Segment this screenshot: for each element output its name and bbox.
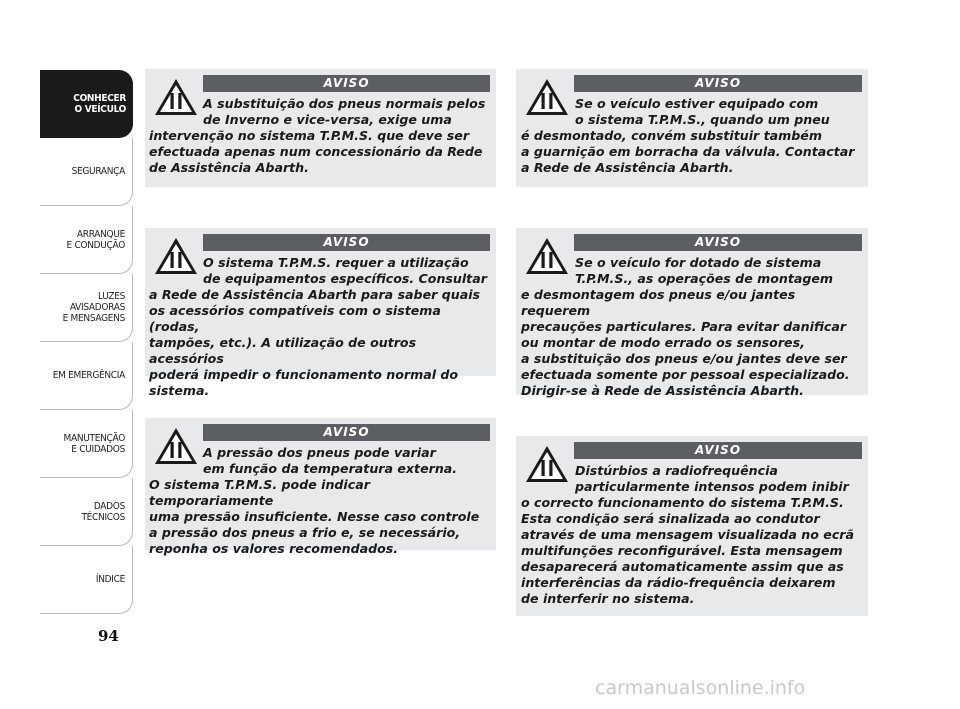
tab-dados-tecnicos[interactable]: DADOS TÉCNICOS bbox=[40, 478, 133, 546]
warning-text-line: interferências da rádio-frequência deixarem bbox=[521, 575, 836, 590]
warning-text-line: de Inverno e vice-versa, exige uma bbox=[203, 112, 452, 127]
warning-text-line: particularmente intensos podem inibir bbox=[575, 479, 849, 494]
warning-text-line: Se o veículo estiver equipado com bbox=[575, 96, 819, 111]
warning-text-line: sistema. bbox=[149, 383, 210, 398]
warning-text-line: Dirigir-se à Rede de Assistência Abarth. bbox=[521, 383, 804, 398]
warning-text-line: intervenção no sistema T.P.M.S. que deve ser bbox=[149, 128, 470, 143]
warning-text-line: a substituição dos pneus e/ou jantes deve ser bbox=[521, 351, 847, 366]
warning-box bbox=[516, 228, 868, 398]
warning-text-line: uma pressão insuficiente. Nesse caso controle bbox=[149, 509, 480, 524]
warning-box bbox=[145, 228, 496, 398]
warning-box bbox=[516, 69, 868, 187]
warning-text-line: é desmontado, convém substituir também bbox=[521, 128, 822, 143]
warning-text bbox=[521, 96, 866, 176]
warning-text-line: o correcto funcionamento do sistema T.P.M.S. bbox=[521, 495, 844, 510]
tab-luzes-avisadoras[interactable]: LUZES AVISADORAS E MENSAGENS bbox=[40, 274, 133, 342]
warning-title: AVISO bbox=[203, 424, 490, 441]
warning-text-line: poderá impedir o funcionamento normal do bbox=[149, 367, 459, 382]
tab-em-emergencia[interactable]: EM EMERGÊNCIA bbox=[40, 342, 133, 410]
chapter-sidebar bbox=[40, 70, 133, 614]
warning-text-line: Se o veículo for dotado de sistema bbox=[575, 255, 822, 270]
warning-text-line: A substituição dos pneus normais pelos bbox=[203, 96, 486, 111]
warning-text-line: O sistema T.P.M.S. requer a utilização bbox=[203, 255, 469, 270]
tab-manutencao[interactable]: MANUTENÇÃO E CUIDADOS bbox=[40, 410, 133, 478]
warning-text-line: de equipamentos específicos. Consultar bbox=[203, 271, 487, 286]
warning-text-line: a guarnição em borracha da válvula. Contactar bbox=[521, 144, 855, 159]
warning-text bbox=[521, 255, 866, 399]
warning-text-line: a Rede de Assistência Abarth. bbox=[521, 160, 734, 175]
tab-conhecer-o-veiculo[interactable]: CONHECER O VEÍCULO bbox=[40, 70, 133, 138]
warning-text-line: efectuada somente por pessoal especializado. bbox=[521, 367, 850, 382]
warning-text-line: em função da temperatura externa. bbox=[203, 461, 458, 476]
warning-text-line: A pressão dos pneus pode variar bbox=[203, 445, 436, 460]
warning-box bbox=[145, 418, 496, 556]
warning-text-line: efectuada apenas num concessionário da Rede bbox=[149, 144, 483, 159]
warning-text bbox=[149, 255, 494, 399]
warning-text-line: de Assistência Abarth. bbox=[149, 160, 309, 175]
warning-text-line: Distúrbios a radiofrequência bbox=[575, 463, 778, 478]
warning-text-line: tampões, etc.). A utilização de outros acessórios bbox=[149, 335, 417, 366]
warning-text-line: de interferir no sistema. bbox=[521, 591, 695, 606]
warning-text bbox=[149, 445, 494, 557]
tab-arranque-e-conducao[interactable]: ARRANQUE E CONDUÇÃO bbox=[40, 206, 133, 274]
warning-text-line: através de uma mensagem visualizada no ecrã bbox=[521, 527, 855, 542]
warning-text-line: os acessórios compatíveis com o sistema (rodas, bbox=[149, 303, 441, 334]
warning-title: AVISO bbox=[203, 75, 490, 92]
warning-text-line: precauções particulares. Para evitar danificar bbox=[521, 319, 847, 334]
warning-title: AVISO bbox=[574, 442, 862, 459]
warning-box bbox=[145, 69, 496, 187]
tab-indice[interactable]: ÍNDICE bbox=[40, 546, 133, 614]
watermark: carmanualsonline.info bbox=[595, 677, 806, 699]
page-number: 94 bbox=[98, 627, 119, 645]
tab-seguranca[interactable]: SEGURANÇA bbox=[40, 138, 133, 206]
warning-text-line: ou montar de modo errado os sensores, bbox=[521, 335, 805, 350]
warning-title: AVISO bbox=[574, 234, 862, 251]
warning-text-line: Esta condição será sinalizada ao condutor bbox=[521, 511, 820, 526]
warning-text-line: O sistema T.P.M.S. pode indicar temporariamente bbox=[149, 477, 370, 508]
warning-text-line: a pressão dos pneus a frio e, se necessário, bbox=[149, 525, 461, 540]
warning-text-line: a Rede de Assistência Abarth para saber quais bbox=[149, 287, 481, 302]
warning-text bbox=[149, 96, 494, 176]
warning-title: AVISO bbox=[203, 234, 490, 251]
warning-text-line: multifunções reconfigurável. Esta mensagem bbox=[521, 543, 843, 558]
warning-text-line: reponha os valores recomendados. bbox=[149, 541, 399, 556]
warning-text-line: e desmontagem dos pneus e/ou jantes requerem bbox=[521, 287, 796, 318]
warning-box bbox=[516, 436, 868, 616]
warning-title: AVISO bbox=[574, 75, 862, 92]
warning-text-line: desaparecerá automaticamente assim que as bbox=[521, 559, 844, 574]
warning-text bbox=[521, 463, 866, 607]
warning-text-line: T.P.M.S., as operações de montagem bbox=[575, 271, 834, 286]
warning-text-line: o sistema T.P.M.S., quando um pneu bbox=[575, 112, 830, 127]
